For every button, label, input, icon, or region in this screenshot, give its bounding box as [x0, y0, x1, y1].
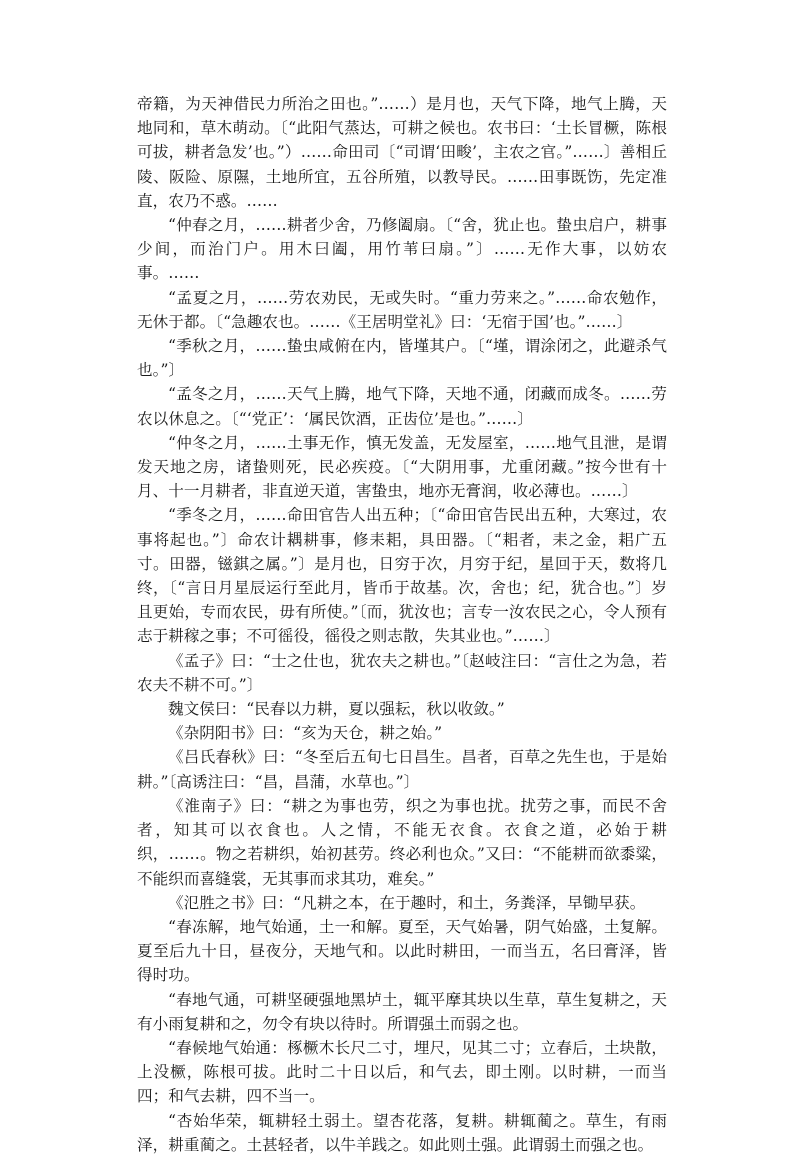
paragraph: 《淮南子》曰：“耕之为事也劳，织之为事也扰。扰劳之事，而民不舍者，知其可以衣食也。人之情，不能无衣食。衣食之道，必始于耕织，……。物之若耕织，始初甚劳。终必利也众。”又曰：“不能耕而欲黍粱，不能织而喜缝裳，无其事而求其功，难矣。”: [137, 796, 667, 888]
paragraph: “春冻解，地气始通，土一和解。夏至，天气始暑，阴气始盛，土复解。夏至后九十日，昼夜分，天地气和。以此时耕田，一而当五，名曰膏泽，皆得时功。: [137, 917, 667, 985]
paragraph: “季秋之月，……蛰虫咸俯在内，皆墐其户。〔“墐，谓涂闭之，此避杀气也。”〕: [137, 337, 667, 380]
paragraph: “春候地气始通：椓橛木长尺二寸，埋尺，见其二寸；立春后，土块散，上没橛，陈根可拔。此时二十日以后，和气去，即土刚。以时耕，一而当四；和气去耕，四不当一。: [137, 1038, 667, 1106]
paragraph: 《氾胜之书》曰：“凡耕之本，在于趣时，和土，务粪泽，早锄早获。: [168, 893, 646, 912]
paragraph: 《杂阴阳书》曰：“亥为天仓，耕之始。”: [168, 724, 443, 743]
paragraph: “杏始华荣，辄耕轻土弱土。望杏花落，复耕。耕辄蔺之。草生，有雨泽，耕重蔺之。土甚轻者，以牛羊践之。如此则土强。此谓弱土而强之也。: [137, 1111, 667, 1154]
paragraph: “孟冬之月，……天气上腾，地气下降，天地不通，闭藏而成冬。……劳农以休息之。〔“‘党正’：‘属民饮酒，正齿位’是也。”……〕: [137, 385, 667, 428]
body-text: [137, 92, 667, 1157]
paragraph: 魏文侯曰：“民春以力耕，夏以强耘，秋以收敛。”: [168, 700, 505, 719]
paragraph: 《孟子》曰：“士之仕也，犹农夫之耕也。”〔赵岐注曰：“言仕之为急，若农夫不耕不可。”〕: [137, 651, 667, 694]
paragraph: “季冬之月，……命田官告人出五种；〔“命田官告民出五种，大寒过，农事将起也。”〕命农计耦耕事，修耒耜，具田器。〔“耜者，耒之金，耜广五寸。田器，镃錤之属。”〕是月也，日穷于次，月穷于纪，星回于天，数将几终，〔“言日月星辰运行至此月，皆币于故基。次，舍也；纪，犹合也。”〕岁且更始，专而农民，毋有所使。”〔而，犹汝也；言专一汝农民之心，令人预有志于耕稼之事；不可徭役，徭役之则志散，失其业也。”……〕: [137, 506, 667, 646]
paragraph: “仲冬之月，……土事无作，慎无发盖，无发屋室，……地气且泄，是谓发天地之房，诸蛰则死，民必疾疫。〔“大阴用事，尤重闭藏。”按今世有十月、十一月耕者，非直逆天道，害蛰虫，地亦无膏润，收必薄也。……〕: [137, 433, 667, 501]
paragraph: “仲春之月，……耕者少舍，乃修阖扇。〔“舍，犹止也。蛰虫启户，耕事少间，而治门户。用木曰阖，用竹苇曰扇。”〕……无作大事，以妨农事。……: [137, 216, 667, 283]
paragraph: 帝籍，为天神借民力所治之田也。”……）是月也，天气下降，地气上腾，天地同和，草木萌动。〔“此阳气蒸达，可耕之候也。农书曰：‘土长冒橛，陈根可拔，耕者急发’也。”）……命田司〔“司谓‘田畯’，主农之官。”……〕善相丘陵、阪险、原隰，土地所宜，五谷所殖，以教导民。……田事既饬，先定准直，农乃不惑。……: [137, 95, 667, 210]
paragraph: 《吕氏春秋》曰：“冬至后五旬七日昌生。昌者，百草之先生也，于是始耕。”〔高诱注曰：“昌，昌蒲，水草也。”〕: [137, 748, 667, 791]
paragraph: “孟夏之月，……劳农劝民，无或失时。“重力劳来之。”……命农勉作，无休于都。〔“急趣农也。……《王居明堂礼》曰：‘无宿于国’也。”……〕: [137, 288, 667, 331]
paragraph: “春地气通，可耕坚硬强地黑垆土，辄平摩其块以生草，草生复耕之，天有小雨复耕和之，勿令有块以待时。所谓强土而弱之也。: [137, 990, 667, 1033]
